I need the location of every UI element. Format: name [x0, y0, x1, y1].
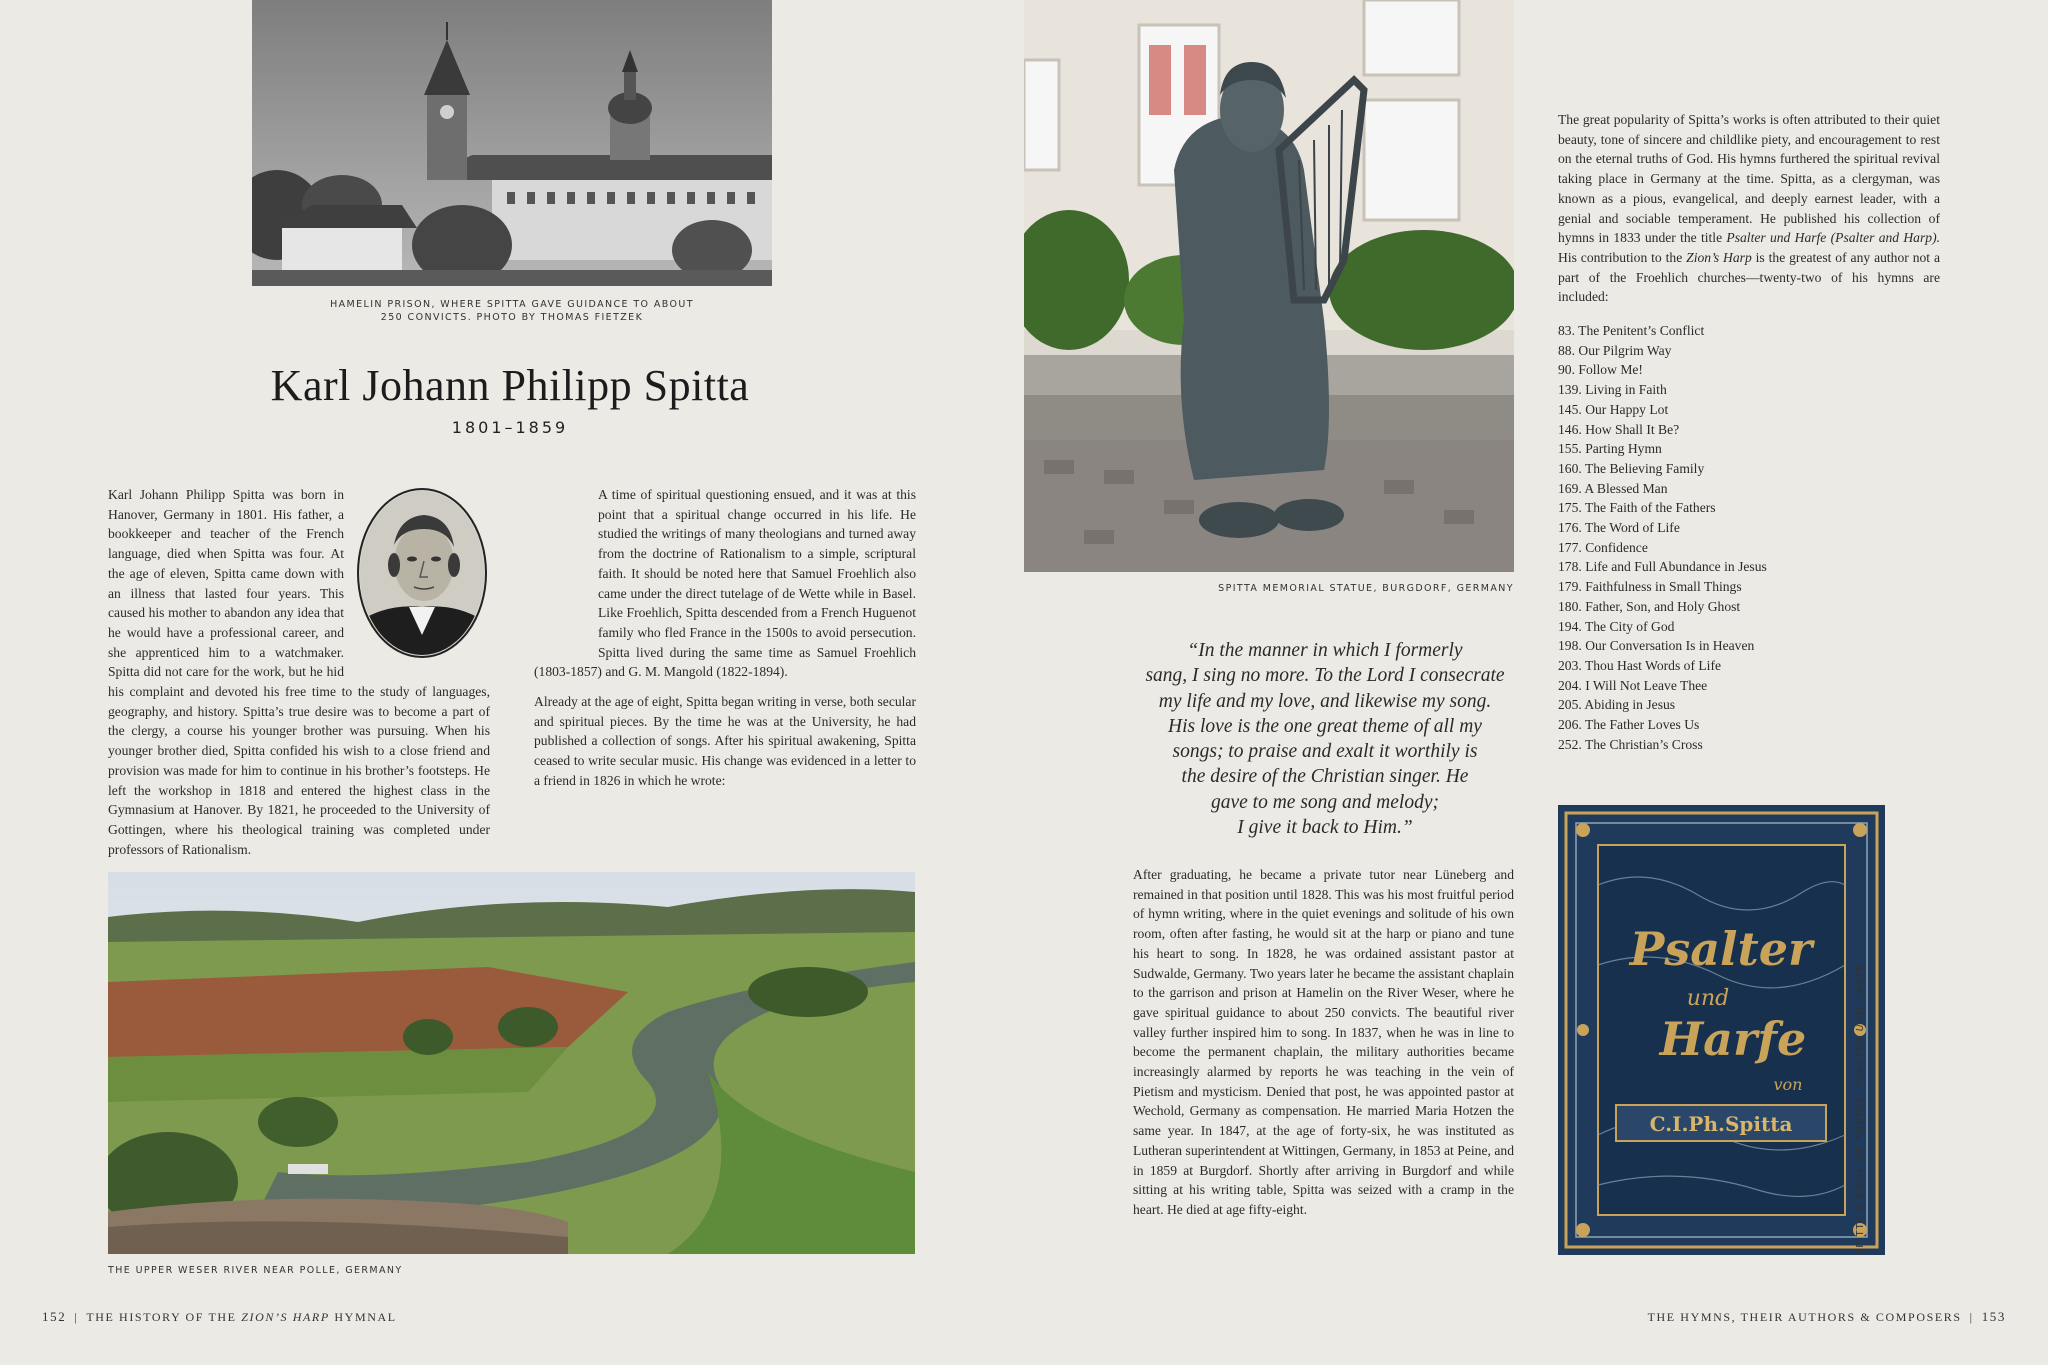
book-caption — [1855, 963, 1866, 1255]
footer-right-text: THE HYMNS, THEIR AUTHORS & COMPOSERS — [1647, 1310, 1962, 1324]
col4-text-a: The great popularity of Spitta’s works is often attributed to their quiet beauty, tone of sincere and childlike piety, and encouragement to rest on the eternal truths of God. His hymns furthered the spiritual revival taking place in Germany at the time. Spitta, as a clergyman, was known as a pious, evangelical, and deeply earnest leader, with a genial and sociable temperament. He published his collection of hymns in 1833 under the title — [1558, 112, 1940, 246]
book-caption-title: PSALTER UND HARFE — [1855, 962, 1866, 1087]
hymn-list-item: 179. Faithfulness in Small Things — [1558, 579, 1742, 595]
hymn-list-item: 180. Father, Son, and Holy Ghost — [1558, 598, 1741, 614]
hymn-list-item: 177. Confidence — [1558, 539, 1648, 555]
prison-caption-line1: HAMELIN PRISON, WHERE SPITTA GAVE GUIDANCE TO ABOUT — [330, 299, 694, 310]
hymn-list-item: 88. Our Pilgrim Way — [1558, 342, 1672, 358]
quote-line: His love is the one great theme of all my — [1168, 715, 1482, 737]
hymn-list-item: 155. Parting Hymn — [1558, 441, 1662, 457]
cover-title-psalter: Psalter — [1629, 922, 1813, 976]
footer-left-suffix: HYMNAL — [334, 1310, 397, 1324]
cover-title-und: und — [1686, 986, 1730, 1011]
col2-paragraph-1: A time of spiritual questioning ensued, and it was at this point that a spiritual change occurred in his life. He studied the writings of many theologians and turned away from the doctrine of Rationalism to a simple, scriptural faith. It should be noted here that Samuel Froehlich also came under the direct tutelage of de Wette while in Basel. Like Froehlich, Spitta descended from a French Huguenot family who fled France in the 1500s to avoid persecution. Spitta lived during the same time as Samuel Froehlich (1803-1857) and G. M. Mangold (1822-1894). — [534, 487, 916, 680]
life-dates: 1801–1859 — [451, 418, 569, 437]
spitta-portrait — [354, 485, 490, 661]
hymn-list-item: 176. The Word of Life — [1558, 520, 1680, 536]
psalter-und-harfe-cover — [1558, 805, 1885, 1255]
prison-caption-line2: 250 CONVICTS. PHOTO BY THOMAS FIETZEK — [380, 312, 644, 323]
quote-line: “In the manner in which I formerly — [1187, 640, 1463, 661]
quote-line: my life and my love, and likewise my song. — [1158, 690, 1492, 712]
hymn-list-item: 203. Thou Hast Words of Life — [1558, 657, 1722, 673]
book-caption-prefix: SPITTA’S BOOK OF POETRY, — [1855, 1091, 1866, 1255]
col4-text-b: His contribution to the — [1558, 249, 1687, 265]
quote-line: sang, I sing no more. To the Lord I consecrate — [1145, 665, 1505, 687]
col4-text-c: is the greatest of any author not a part of the Froehlich churches—twenty-two of his hymns are included: — [1558, 249, 1941, 305]
page-title: Karl Johann Philipp Spitta — [270, 361, 750, 410]
hymn-list-item: 206. The Father Loves Us — [1558, 717, 1700, 733]
hymn-list — [1558, 321, 1940, 754]
quote-line: songs; to praise and exalt it worthily is — [1172, 741, 1478, 763]
statue-caption: SPITTA MEMORIAL STATUE, BURGDORF, GERMANY — [1218, 583, 1514, 594]
cover-title-harfe: Harfe — [1659, 1012, 1807, 1066]
hymn-list-item: 252. The Christian’s Cross — [1558, 736, 1703, 752]
col3-paragraph: After graduating, he became a private tutor near Lüneberg and remained in that position until 1828. This was his most fruitful period of hymn writing, where in the quiet evenings and solitude of his own room, often after fasting, he would sit at the harp or piano and tune his heart to song. In 1828, he was ordained assistant pastor at Sudwalde, Germany. Two years later he became the assistant chaplain to the garrison and prison at Hamelin on the River Weser, where he gave spiritual guidance to about 250 convicts. The beautiful river valley further inspired him to song. In 1837, when he was in line to become the permanent chaplain, the military authorities became increasingly alarmed by reports he was teaching in the vein of Pietism and mysticism. Denied that post, he was appointed pastor at Wechold, Germany as compensation. He married Maria Hotzen the same year. In 1847, at the age of forty-six, he was instituted as Lutheran superintendent at Wittingen, Germany, in 1853 at Peine, and in 1859 at Burgdorf. Shortly after arriving in Burgdorf and while sitting at his writing table, Spitta was seized with a cramp in the heart. He died at age fifty-eight. — [1133, 867, 1514, 1217]
hymn-list-item: 145. Our Happy Lot — [1558, 401, 1669, 417]
biography-column-3 — [1133, 865, 1514, 1230]
prison-photo — [252, 0, 772, 286]
hymn-list-item: 160. The Believing Family — [1558, 460, 1705, 476]
hymn-list-item: 169. A Blessed Man — [1558, 480, 1668, 496]
page-number-left: 152 — [42, 1309, 67, 1324]
col2-paragraph-2: Already at the age of eight, Spitta began writing in verse, both secular and spiritual pieces. By the time he was at the University, he had published a collection of songs. After his spiritual awakening, Spitta ceased to write secular music. His change was evidenced in a letter to a friend in 1826 in which he wrote: — [534, 694, 916, 788]
weser-river-photo — [108, 872, 915, 1254]
hymn-list-item: 90. Follow Me! — [1558, 362, 1643, 378]
quote-line: gave to me song and melody; — [1211, 791, 1439, 813]
biography-column-4 — [1558, 110, 1940, 755]
hymn-list-item: 175. The Faith of the Fathers — [1558, 500, 1716, 516]
hymn-list-item: 178. Life and Full Abundance in Jesus — [1558, 559, 1767, 575]
biography-column-1 — [108, 485, 490, 869]
hymn-list-item: 146. How Shall It Be? — [1558, 421, 1680, 437]
col4-title-de: Psalter und Harfe (Psalter and Harp). — [1726, 230, 1940, 246]
footer-right: THE HYMNS, THEIR AUTHORS & COMPOSERS | 153 — [1647, 1309, 2006, 1324]
quote-line: the desire of the Christian singer. He — [1181, 766, 1469, 788]
col4-zions-harp: Zion’s Harp — [1686, 249, 1752, 265]
cover-title-von: von — [1773, 1075, 1803, 1094]
footer-left-book: ZION’S HARP — [241, 1310, 330, 1324]
hymn-list-item: 198. Our Conversation Is in Heaven — [1558, 638, 1755, 654]
portrait-wrap-space — [534, 485, 598, 661]
hymn-list-item: 205. Abiding in Jesus — [1558, 697, 1676, 713]
prison-caption — [252, 298, 772, 324]
hymn-list-item: 204. I Will Not Leave Thee — [1558, 677, 1708, 693]
col1-paragraph: Karl Johann Philipp Spitta was born in Hanover, Germany in 1801. His father, a bookkeeper and teacher of the French language, died when Spitta was four. At the age of eleven, Spitta came down with an illness that lasted four years. This caused his mother to abandon any idea that he would have a professional career, and she apprenticed him to a watchmaker. Spitta did not care for the work, but he hid his complaint and devoted his free time to the study of languages, geography, and history. Spitta’s true desire was to become a part of the clergy, a course his younger brother was pursuing. When his younger brother died, Spitta confided his wish to a close friend and provision was made for him to continue in his brother’s footsteps. He left the workshop in 1818 and entered the highest class in the Gymnasium at Hanover. By 1821, he proceeded to the University of Gottingen, where his theological training was completed under professors of Rationalism. — [108, 487, 490, 857]
hymn-list-item: 194. The City of God — [1558, 618, 1675, 634]
hymn-list-item: 139. Living in Faith — [1558, 382, 1667, 398]
biography-column-2 — [534, 485, 916, 801]
river-caption: THE UPPER WESER RIVER NEAR POLLE, GERMANY — [108, 1265, 403, 1276]
page-number-right: 153 — [1981, 1309, 2006, 1324]
footer-left: 152 | THE HISTORY OF THE ZION’S HARP HYMNAL — [42, 1309, 397, 1324]
quote-line: I give it back to Him.” — [1237, 817, 1413, 839]
footer-left-prefix: THE HISTORY OF THE — [86, 1310, 237, 1324]
cover-author: C.I.Ph.Spitta — [1649, 1112, 1793, 1136]
hymn-list-item: 83. The Penitent’s Conflict — [1558, 323, 1705, 339]
spitta-quote — [1130, 638, 1520, 840]
statue-photo — [1024, 0, 1514, 572]
